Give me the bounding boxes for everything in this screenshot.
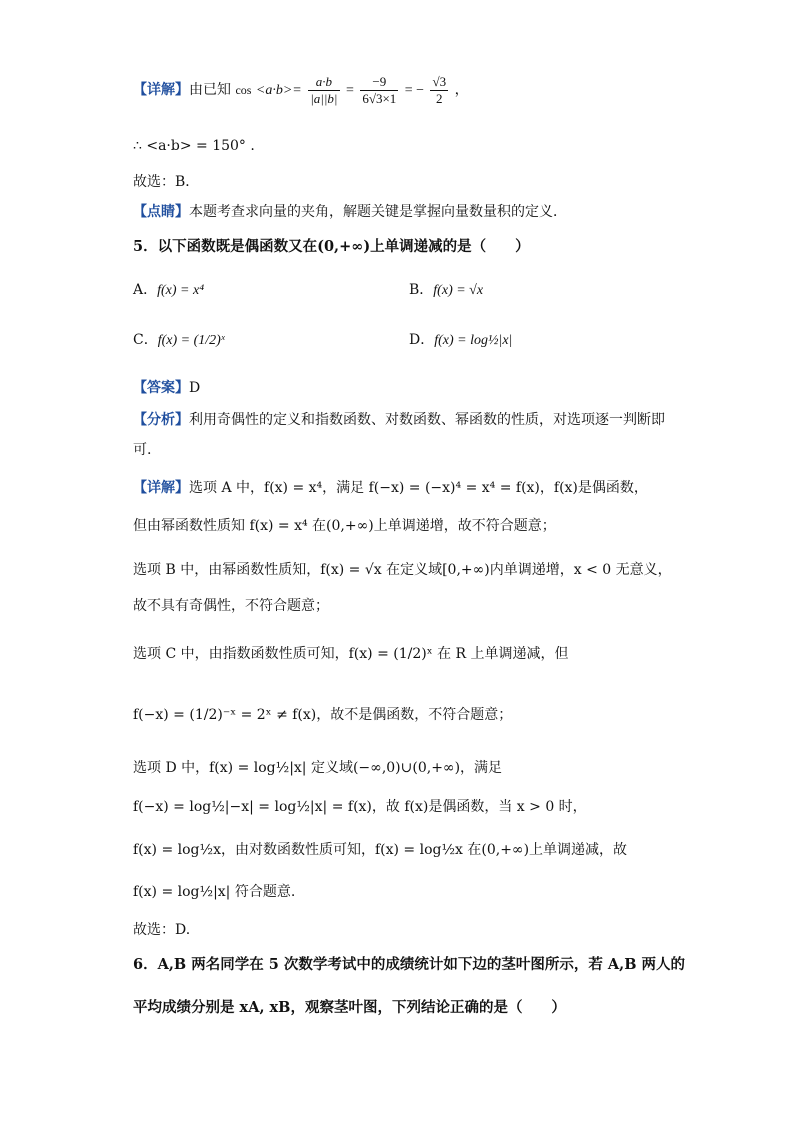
q5-analysis-line-2: 可. [133, 442, 152, 458]
cos-label: cos [235, 83, 252, 97]
q5-detail-b-1: 选项 B 中，由幂函数性质知，f(x) = √x 在定义域[0,+∞)内单调递增，x < 0 无意义， [133, 562, 672, 578]
fraction-dot-over-norms: $\frac{a\cdot b}{|a||b|}$ [310, 73, 338, 106]
comment-text: 本题考查求向量的夹角，解题关键是掌握向量数量积的定义． [189, 204, 567, 220]
answer-value: D [189, 380, 201, 396]
q5-choice: 故选：D. [133, 922, 191, 938]
q5-detail-d-1: 选项 D 中，f(x) = log½|x| 定义域(−∞,0)∪(0,+∞)，满足 [133, 760, 503, 776]
analysis-tag: 【分析】 [133, 412, 189, 428]
q5-detail-d-3: f(x) = log½x，由对数函数性质可知，f(x) = log½x 在(0,+∞)上单调递减，故 [133, 842, 628, 858]
fraction-result: $\frac{√3}{2}$ [432, 73, 447, 106]
q6-stem-1: 6．A,B 两名同学在 5 次数学考试中的成绩统计如下边的茎叶图所示，若 A,B 两人的 [133, 956, 686, 973]
q5-detail-a-2: 但由幂函数性质知 f(x) = x⁴ 在(0,+∞)上单调递增，故不符合题意； [133, 518, 556, 534]
q5-answer-line [133, 378, 200, 398]
fraction-numeric: $\frac{-9}{6√3\times 1}$ [362, 73, 397, 106]
q5-option-a: A．f(x) = x⁴ [133, 282, 205, 298]
detail-tag: 【详解】 [133, 82, 189, 98]
q5-detail-c-1: 选项 C 中，由指数函数性质可知，f(x) = (1/2)ˣ 在 R 上单调递减，但 [133, 646, 569, 662]
q5-option-c: C．f(x) = (1/2)ˣ [133, 332, 225, 348]
detail-line-1: 【详解】由已知 cos <a·b>= $\frac{a\cdot b}{|a||b|}$ = $\frac{-9}{6√3\times 1}$ = − $\frac{√3}{2}$ ， [133, 73, 469, 106]
q5-detail-c-2: f(−x) = (1/2)⁻ˣ = 2ˣ ≠ f(x)，故不是偶函数，不符合题意； [133, 707, 513, 723]
q5-detail-d-2: f(−x) = log½|−x| = log½|x| = f(x)，故 f(x)是偶函数，当 x > 0 时， [133, 799, 587, 815]
choice-b: 故选：B． [133, 174, 200, 190]
q5-option-b: B．f(x) = √x [409, 282, 484, 298]
q5-detail-a-1: 【详解】选项 A 中，f(x) = x⁴，满足 f(−x) = (−x)⁴ = x⁴ = f(x)，f(x)是偶函数， [133, 480, 648, 496]
comment-tag: 【点睛】 [133, 204, 189, 220]
detail-tag-q5: 【详解】 [133, 480, 189, 496]
q6-stem-2: 平均成绩分别是 xA, xB，观察茎叶图，下列结论正确的是（ ） [133, 999, 566, 1016]
angle-expression: <a·b>= [255, 83, 302, 98]
q5-analysis-line-1: 【分析】利用奇偶性的定义和指数函数、对数函数、幂函数的性质，对选项逐一判断即 [133, 412, 665, 428]
conclusion-angle: ∴ <a·b> = 150° . [133, 138, 255, 154]
answer-tag: 【答案】 [133, 380, 189, 396]
q5-detail-d-4: f(x) = log½|x| 符合题意. [133, 884, 296, 900]
detail-text: 由已知 [189, 82, 231, 98]
q5-detail-b-2: 故不具有奇偶性，不符合题意； [133, 598, 329, 614]
q5-stem: 5．以下函数既是偶函数又在(0,+∞)上单调递减的是（ ） [133, 238, 530, 255]
comment-line [133, 202, 567, 222]
q5-option-d: D．f(x) = log½|x| [409, 332, 513, 348]
